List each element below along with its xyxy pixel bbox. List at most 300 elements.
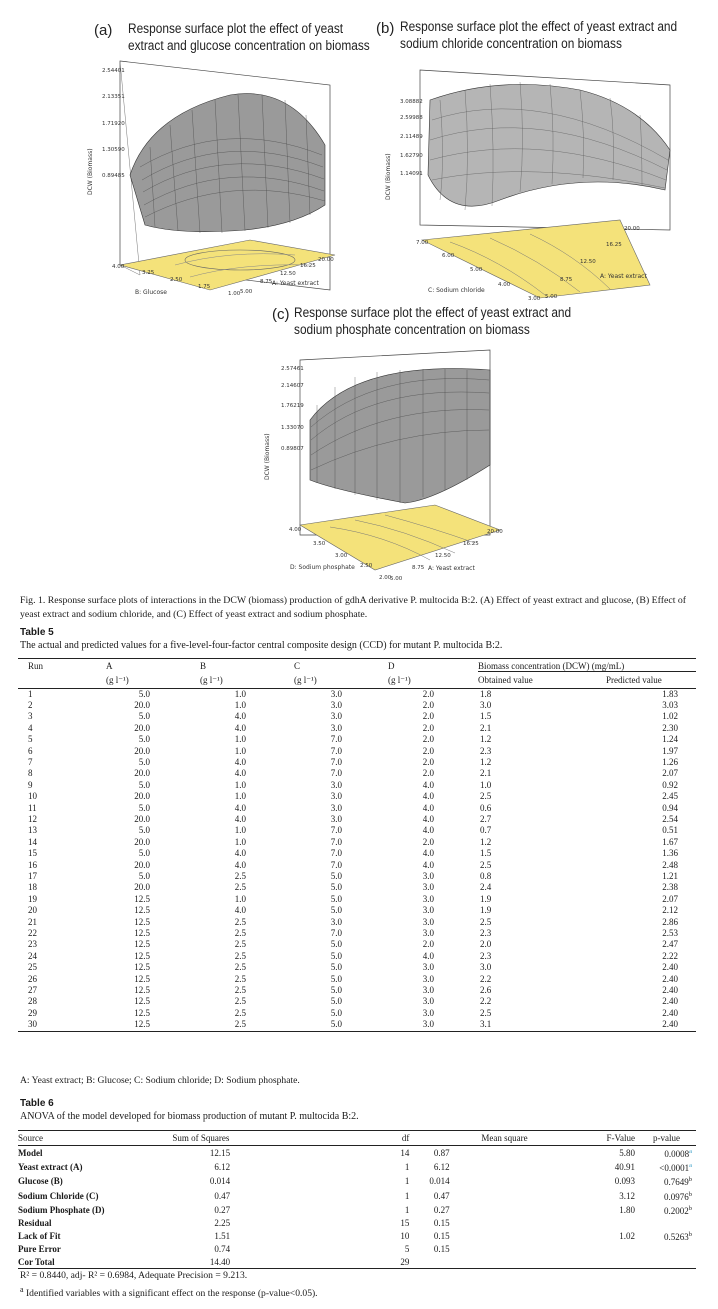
table5-cell: 2.5 (200, 1019, 294, 1031)
table5-cell: 0.8 (480, 871, 492, 881)
table6-cell (653, 1243, 696, 1255)
table5-cell: 1.0 (234, 745, 246, 756)
table5-cell: 2.40 (662, 996, 678, 1007)
table5-cell: 23 (28, 939, 37, 950)
table5-cell: 2.2 (480, 996, 492, 1007)
table5-header: C (294, 659, 388, 672)
panel-b-y-tick: 8.75 (560, 277, 573, 283)
table5-row (18, 1008, 696, 1019)
table5-cell: 2.54 (662, 813, 678, 824)
panel-b-x-label: C: Sodium chloride (428, 287, 485, 294)
table5-cell: 1.26 (662, 756, 678, 767)
table6-cell: 1 (404, 1176, 410, 1187)
table5-cell: 2.5 (234, 985, 246, 996)
table5-cell: 20.0 (134, 722, 150, 733)
table5-cell: 2 (28, 699, 33, 710)
panel-a-x-tick: 2.50 (170, 277, 183, 283)
table5-cell: 2.0 (422, 734, 434, 745)
table6-cell (429, 1256, 567, 1269)
table5-cell: 2.0 (422, 722, 434, 733)
table5-cell: 3.0 (422, 893, 434, 904)
table6-header: Sum of Squares (172, 1131, 298, 1146)
table5-cell: 11 (28, 802, 37, 813)
table5-row (18, 688, 696, 700)
table5-cell: 4.0 (234, 768, 246, 779)
table5-header: Biomass concentration (DCW) (mg/mL) (478, 659, 696, 672)
table5-row (18, 837, 696, 848)
table5-cell: 24 (28, 950, 37, 961)
table5-cell: 5.0 (330, 893, 342, 904)
table6-pvalue: 0.0976 (664, 1191, 689, 1202)
table6-cell: 0.27 (214, 1204, 231, 1215)
table5-cell: 3.0 (330, 802, 342, 813)
table6-cell: Model (18, 1148, 43, 1158)
table6-cell (568, 1256, 653, 1269)
table6-cell: Residual (18, 1218, 52, 1229)
table5-cell: 2.7 (480, 813, 492, 824)
table5-cell: 1.0 (234, 893, 246, 904)
table5-cell: 12.5 (134, 916, 150, 927)
table5-cell: 2.0 (422, 711, 434, 722)
table5-cell: 3.0 (422, 928, 434, 939)
table6-pvalue-marker: a (689, 1148, 692, 1155)
table5-cell: 2.0 (422, 745, 434, 756)
panel-c-y-tick: 8.75 (412, 565, 425, 571)
table5-row (18, 848, 696, 859)
table5-cell: 2.6 (480, 985, 492, 996)
table5-cell: 7.0 (330, 836, 342, 847)
table6-cell: 10 (400, 1231, 410, 1242)
table5-cell: 3.0 (388, 1019, 478, 1031)
table5-row (18, 905, 696, 916)
table6-cell: 3.12 (619, 1190, 635, 1201)
panel-b-x-tick: 7.00 (416, 240, 429, 246)
figure-caption: Fig. 1. Response surface plots of interactions in the DCW (biomass) production of gdhA derivative P. multocida B:2. (A) Effect of yeast extract and glucose, (B) Effect of yeast extract and sodium chloride, and (C) Effect of yeast extract and sodium phosphate. (20, 595, 687, 620)
table5-cell: 1.2 (480, 756, 492, 767)
panel-b-z-tick: 3.08882 (400, 99, 423, 105)
table6-cell: Sodium Chloride (C) (18, 1190, 99, 1201)
table5 (18, 658, 696, 1032)
table6-row (18, 1160, 696, 1174)
panel-a-label: (a) (94, 22, 113, 39)
table5-cell: 5.0 (138, 871, 150, 881)
table6-pvalue: 0.5263 (664, 1232, 689, 1243)
panel-c-x-tick: 2.00 (379, 575, 392, 581)
table5-cell: 10 (28, 791, 37, 802)
table5-cell: 7.0 (330, 734, 342, 745)
table5-row (18, 780, 696, 791)
table5-row (18, 723, 696, 734)
table5-row (18, 734, 696, 745)
table6-cell: 1.80 (619, 1204, 635, 1215)
table5-row (18, 768, 696, 779)
table5-cell: 5.0 (138, 825, 150, 836)
table5-cell: 20.0 (134, 836, 150, 847)
table6-cell: Glucose (B) (18, 1176, 63, 1187)
table6-cell: Pure Error (18, 1244, 61, 1255)
table5-cell: 1.02 (662, 711, 678, 722)
table5-row (18, 974, 696, 985)
table6-cell: Sodium Phosphate (D) (18, 1204, 105, 1215)
panel-b-z-tick: 2.11489 (400, 134, 423, 140)
table5-header: D (388, 659, 478, 672)
table5-cell: 20.0 (134, 882, 150, 893)
table6-cell: Lack of Fit (18, 1231, 61, 1242)
panel-b-title: Response surface plot the effect of yeast extract and sodium chloride concentration on biomass (400, 19, 678, 51)
table5-cell: 29 (28, 1007, 37, 1018)
table5-cell: 12.5 (134, 1007, 150, 1018)
table5-cell: 2.5 (480, 791, 492, 802)
table5-cell: 5.0 (138, 756, 150, 767)
table5-cell: 12.5 (134, 996, 150, 1007)
table6-cell: 0.014 (429, 1176, 450, 1187)
table6-cell (568, 1217, 653, 1229)
table5-cell: 12.5 (106, 1019, 200, 1031)
table5-cell: 2.1 (480, 722, 492, 733)
table6-cell (568, 1243, 653, 1255)
table5-cell: 3.1 (478, 1019, 606, 1031)
table5-cell: 1.9 (480, 893, 492, 904)
table5-cell: 26 (28, 973, 37, 984)
table5-cell: 3 (28, 711, 33, 722)
table5-cell: 2.3 (480, 950, 492, 961)
table5-cell: 15 (28, 848, 37, 859)
table5-row (18, 746, 696, 757)
table5-cell: 4.0 (422, 791, 434, 802)
table6-cell: Yeast extract (A) (18, 1162, 83, 1173)
table6-pvalue-marker: b (688, 1190, 692, 1198)
panel-c-y-tick: 12.50 (435, 553, 451, 559)
panel-a-x-label: B: Glucose (135, 289, 167, 296)
table5-row (18, 871, 696, 882)
table5-cell: 2.86 (662, 916, 678, 927)
table5-cell: 4.0 (234, 848, 246, 859)
table5-header: B (200, 659, 294, 672)
table5-cell: 1.36 (662, 848, 678, 859)
panel-c-z-tick: 2.57461 (281, 366, 304, 372)
table5-cell: 20 (28, 905, 37, 916)
panel-a-y-label: A: Yeast extract (272, 280, 319, 287)
table6-cell: 0.47 (433, 1190, 450, 1201)
panel-c-x-tick: 3.50 (313, 541, 326, 547)
table5-cell: 3.0 (480, 962, 492, 973)
table5-cell: 2.40 (662, 1007, 678, 1018)
table5-cell: 4.0 (234, 756, 246, 767)
table6-cell (653, 1146, 696, 1161)
table5-cell: 7.0 (330, 756, 342, 767)
table5-unit: (g l⁻¹) (294, 672, 388, 689)
table5-cell: 1.21 (662, 871, 678, 881)
table5-cell: 2.0 (422, 699, 434, 710)
panel-c-y-tick: 16.25 (463, 541, 479, 547)
table5-cell: 25 (28, 962, 37, 973)
table5-caption: Table 5 The actual and predicted values for a five-level-four-factor central composite design (CCD) for mutant P. multocida B:2. (20, 627, 503, 651)
table5-cell: 2.5 (234, 973, 246, 984)
table5-row (18, 814, 696, 825)
table5-cell: 3.0 (330, 722, 342, 733)
table5-cell: 2.12 (662, 905, 678, 916)
panel-a-y-tick: 8.75 (260, 279, 273, 285)
panel-a-y-tick: 20.00 (318, 257, 334, 263)
table5-cell: 1.5 (480, 848, 492, 859)
table5-cell: 7.0 (330, 859, 342, 870)
table5-cell: 9 (28, 779, 33, 790)
table5-cell: 5.0 (138, 779, 150, 790)
table5-cell: 2.5 (234, 916, 246, 927)
panel-b-z-tick: 1.14091 (400, 171, 423, 177)
panel-a-x-tick: 3.25 (142, 270, 155, 276)
table5-row (18, 985, 696, 996)
table6-cell (653, 1160, 696, 1174)
panel-a-x-tick: 1.75 (198, 284, 211, 290)
table5-cell: 1.5 (480, 711, 492, 722)
panel-b-z-tick: 1.62790 (400, 153, 423, 159)
table5-cell: 7.0 (330, 928, 342, 939)
table6-cell (653, 1189, 696, 1203)
table5-cell: 5.0 (330, 973, 342, 984)
table5-cell: 12.5 (134, 962, 150, 973)
table5-cell: 3.0 (330, 699, 342, 710)
table6-cell: 2.25 (214, 1218, 231, 1229)
table6-cell: 1 (404, 1190, 410, 1201)
table5-cell: 12.5 (134, 985, 150, 996)
table6-row (18, 1243, 696, 1255)
table5-cell: 7.0 (330, 825, 342, 836)
table6 (18, 1130, 696, 1269)
table6-caption: Table 6 ANOVA of the model developed for biomass production of mutant P. multocida B:2. (20, 1098, 359, 1122)
table6-header: df (298, 1131, 429, 1146)
table5-cell: 12.5 (134, 928, 150, 939)
table6-cell (653, 1203, 696, 1217)
table5-cell: 12 (28, 813, 37, 824)
table5-cell: 2.5 (480, 916, 492, 927)
panel-b-y-tick: 20.00 (624, 226, 640, 232)
table5-cell: 12.5 (134, 939, 150, 950)
table5-row (18, 700, 696, 711)
panel-a-surface-plot (80, 55, 360, 305)
table6-header: F-Value (568, 1131, 653, 1146)
table5-cell: 20.0 (134, 699, 150, 710)
table6-cell: 0.27 (433, 1204, 450, 1215)
table5-cell: 27 (28, 985, 37, 996)
table5-cell: 5.0 (138, 734, 150, 745)
table6-cell (653, 1229, 696, 1243)
table5-cell: 8 (28, 768, 33, 779)
table5-cell: 7 (28, 756, 33, 767)
table6-cell: 0.74 (214, 1244, 231, 1255)
panel-b-x-tick: 3.00 (528, 296, 541, 302)
table5-cell: 18 (28, 882, 37, 893)
table5-cell: 5.0 (330, 962, 342, 973)
table5-cell: 1.0 (234, 779, 246, 790)
table5-row (18, 996, 696, 1007)
panel-a-x-tick: 4.00 (112, 264, 125, 270)
panel-a-z-tick: 0.89485 (102, 173, 125, 179)
table5-cell: 3.0 (422, 973, 434, 984)
table6-cell: 0.15 (433, 1231, 450, 1242)
table5-cell: 2.40 (662, 985, 678, 996)
table6-cell: 14 (400, 1148, 410, 1158)
table5-cell: 4.0 (234, 722, 246, 733)
table5-cell: 4.0 (422, 825, 434, 836)
table5-cell: 2.5 (234, 871, 246, 881)
table5-cell: 2.5 (480, 859, 492, 870)
table5-cell: 1.24 (662, 734, 678, 745)
table5-cell: 4.0 (234, 711, 246, 722)
table5-cell: 17 (28, 871, 37, 881)
table5-cell: 20.0 (134, 768, 150, 779)
table6-cell: 6.12 (433, 1162, 450, 1173)
panel-c-y-tick: 5.00 (390, 576, 403, 582)
table6-cell: 1.02 (619, 1231, 635, 1242)
table5-cell: 5.0 (138, 711, 150, 722)
table6-row (18, 1174, 696, 1188)
table5-cell: 3.0 (422, 882, 434, 893)
table6-cell: 6.12 (214, 1162, 231, 1173)
panel-b-y-label: A: Yeast extract (600, 273, 647, 280)
table5-cell: 2.07 (662, 893, 678, 904)
table5-cell: 5 (28, 734, 33, 745)
table5-cell: 5.0 (294, 1019, 388, 1031)
table5-cell: 1.0 (234, 699, 246, 710)
table5-cell: 12.5 (134, 905, 150, 916)
table5-cell: 1.0 (480, 779, 492, 790)
table5-cell: 3.0 (330, 813, 342, 824)
table5-cell: 1.0 (234, 836, 246, 847)
table6-header: Source (18, 1131, 172, 1146)
table6-cell (653, 1217, 696, 1229)
table6-cell: 0.15 (433, 1244, 450, 1255)
table5-cell: 2.07 (662, 768, 678, 779)
table5-cell: 2.5 (234, 928, 246, 939)
panel-b-y-tick: 5.00 (545, 294, 558, 300)
table5-cell: 2.40 (662, 962, 678, 973)
table5-cell: 2.45 (662, 791, 678, 802)
table5-cell: 1 (28, 688, 33, 699)
table5-row (18, 939, 696, 950)
panel-b-x-tick: 6.00 (442, 253, 455, 259)
panel-b-y-tick: 16.25 (606, 242, 622, 248)
table5-cell: 1.0 (234, 791, 246, 802)
panel-a-z-tick: 1.71920 (102, 121, 125, 127)
table5-cell: 2.22 (662, 950, 678, 961)
panel-a-z-label: DCW (Biomass) (87, 148, 94, 195)
table5-cell: 0.6 (480, 802, 492, 813)
table5-cell: 2.4 (480, 882, 492, 893)
panel-c-title: Response surface plot the effect of yeast extract and sodium phosphate concentration on biomass (294, 305, 572, 337)
table5-cell: 4.0 (234, 859, 246, 870)
panel-c-label: (c) (272, 306, 290, 323)
panel-c-x-tick: 2.50 (360, 563, 373, 569)
table5-header: Obtained value (478, 672, 606, 689)
table5-cell: 3.0 (330, 688, 342, 699)
table5-cell: 5.0 (330, 882, 342, 893)
table5-cell: 2.0 (422, 768, 434, 779)
table5-cell: 4 (28, 722, 33, 733)
table5-cell: 2.5 (234, 950, 246, 961)
table6-pvalue-marker: a (689, 1162, 692, 1170)
table5-cell: 0.7 (480, 825, 492, 836)
table5-cell: 7.0 (330, 745, 342, 756)
table5-cell: 2.3 (480, 928, 492, 939)
table5-cell: 1.67 (662, 836, 678, 847)
table5-unit: (g l⁻¹) (388, 672, 478, 689)
table5-cell: 1.0 (234, 734, 246, 745)
table5-cell: 1.2 (480, 836, 492, 847)
table5-cell: 4.0 (422, 779, 434, 790)
table5-cell: 2.3 (480, 745, 492, 756)
table5-cell: 19 (28, 893, 37, 904)
table5-cell: 2.30 (662, 722, 678, 733)
panel-a-z-tick: 2.13351 (102, 94, 125, 100)
table5-cell: 4.0 (422, 859, 434, 870)
table6-cell: 1 (404, 1204, 410, 1215)
table5-cell: 0.94 (662, 802, 678, 813)
table5-cell: 1.0 (234, 825, 246, 836)
table5-cell: 22 (28, 928, 37, 939)
table5-cell: 3.0 (330, 779, 342, 790)
table6-cell: 0.15 (433, 1218, 450, 1229)
panel-c-z-tick: 0.89807 (281, 446, 304, 452)
table5-cell: 5.0 (138, 802, 150, 813)
table5-cell: 2.5 (234, 939, 246, 950)
panel-c-x-label: D: Sodium phosphate (290, 564, 355, 571)
table6-cell: 14.40 (172, 1256, 298, 1269)
table6-cell: 29 (298, 1256, 429, 1269)
table5-cell: 2.5 (234, 882, 246, 893)
table6-cell: 15 (400, 1218, 410, 1229)
table5-header: Predicted value (606, 672, 696, 689)
table6-pvalue-marker: b (688, 1231, 692, 1239)
panel-a-y-tick: 5.00 (240, 289, 253, 295)
table5-cell: 5.0 (138, 688, 150, 699)
table5-cell: 2.1 (480, 768, 492, 779)
table5-row (18, 928, 696, 939)
panel-b-z-label: DCW (Biomass) (385, 153, 392, 200)
table6-cell: 0.87 (433, 1148, 450, 1158)
table5-unit: (g l⁻¹) (106, 672, 200, 689)
table5-cell: 2.5 (234, 996, 246, 1007)
panel-b-surface-plot (380, 60, 680, 305)
table5-cell: 2.0 (422, 939, 434, 950)
table5-footnote: A: Yeast extract; B: Glucose; C: Sodium chloride; D: Sodium phosphate. (20, 1075, 300, 1086)
table5-cell: 30 (18, 1019, 106, 1031)
table5-cell: 5.0 (330, 996, 342, 1007)
table6-header: Mean square (429, 1131, 567, 1146)
table5-cell: 2.40 (662, 973, 678, 984)
panel-a-z-tick: 2.54401 (102, 68, 125, 74)
panel-a-title: Response surface plot the effect of yeast extract and glucose concentration on biomass (128, 21, 370, 53)
table5-cell: 2.2 (480, 973, 492, 984)
table5-header: Run (18, 659, 106, 672)
table5-row (18, 860, 696, 871)
table6-cell: 5 (404, 1244, 410, 1255)
table6-pvalue: <0.0001 (659, 1163, 690, 1174)
table6-row (18, 1229, 696, 1243)
table5-cell: 7.0 (330, 848, 342, 859)
panel-c-z-label: DCW (Biomass) (264, 433, 271, 480)
table5-cell: 5.0 (330, 871, 342, 881)
table5-cell: 16 (28, 859, 37, 870)
table5-cell: 2.47 (662, 939, 678, 950)
table6-row (18, 1189, 696, 1203)
table5-cell: 2.48 (662, 859, 678, 870)
table5-cell: 20.0 (134, 745, 150, 756)
panel-b-z-tick: 2.59988 (400, 115, 423, 121)
table5-cell: 28 (28, 996, 37, 1007)
table5-cell: 2.0 (422, 756, 434, 767)
table6-pvalue-marker: b (688, 1176, 692, 1184)
